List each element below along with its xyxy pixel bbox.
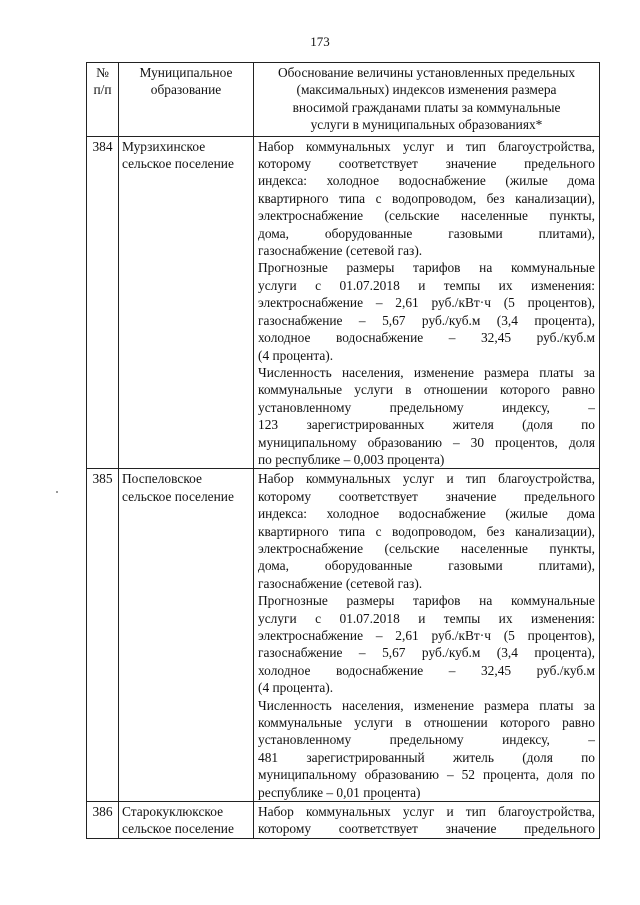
justification-line: индекса: холодное водоснабжение (жилые дома	[258, 506, 595, 522]
header-justification-line: вносимой гражданами платы за коммунальные	[292, 99, 561, 115]
justification-text	[254, 136, 600, 469]
justification-text	[254, 802, 600, 839]
municipality-name	[119, 802, 254, 839]
justification-line: электроснабжение – 2,61 руб./кВт·ч (5 процентов),	[258, 628, 595, 643]
header-municipality	[119, 63, 254, 137]
municipality-line: Поспеловское	[122, 471, 202, 487]
justification-line: газоснабжение – 5,67 руб./куб.м (3,4 процента),	[258, 645, 595, 661]
header-justification-line: услуги в муниципальных образованиях*	[310, 117, 543, 133]
row-number: 386	[87, 802, 119, 839]
municipality-line: сельское поселение	[122, 156, 234, 172]
justification-line: Набор коммунальных услуг и тип благоустройства,	[258, 804, 595, 820]
justification-line: установленному предельному индексу, –	[258, 732, 595, 748]
justification-line: квартирного типа с водопроводом, без канализации),	[258, 523, 595, 539]
municipality-name	[119, 136, 254, 469]
municipality-line: сельское поселение	[122, 821, 234, 837]
municipality-line: Старокуклюкское	[122, 804, 224, 820]
justification-line: газоснабжение (сетевой газ).	[258, 575, 423, 591]
justification-line: индекса: холодное водоснабжение (жилые дома	[258, 173, 595, 189]
justification-line: Набор коммунальных услуг и тип благоустройства,	[258, 471, 595, 487]
table-row	[87, 802, 600, 839]
tariff-index-table	[86, 62, 600, 839]
justification-line: газоснабжение – 5,67 руб./куб.м (3,4 процента),	[258, 312, 595, 328]
margin-mark	[56, 491, 58, 493]
justification-line: коммунальные услуги в отношении которого равно	[258, 382, 595, 398]
table-row	[87, 469, 600, 802]
justification-line: 481 зарегистрированный житель (доля по	[258, 749, 595, 765]
justification-line: которому соответствует значение предельного	[258, 488, 595, 504]
justification-line: Численность населения, изменение размера платы за	[258, 697, 595, 713]
justification-line: республике – 0,01 процента)	[258, 784, 421, 800]
justification-line: (4 процента).	[258, 680, 334, 696]
justification-line: газоснабжение (сетевой газ).	[258, 243, 423, 259]
justification-line: Прогнозные размеры тарифов на коммунальные	[258, 593, 595, 609]
justification-line: электроснабжение (сельские населенные пункты,	[258, 208, 595, 224]
justification-line: коммунальные услуги в отношении которого равно	[258, 715, 595, 731]
page-number: 173	[310, 34, 330, 49]
table-header-row	[87, 63, 600, 137]
row-number: 385	[87, 469, 119, 802]
municipality-name	[119, 469, 254, 802]
header-municipality-line: образование	[150, 82, 222, 98]
justification-line: холодное водоснабжение – 32,45 руб./куб.м	[258, 662, 595, 678]
justification-line: Численность населения, изменение размера платы за	[258, 364, 595, 380]
justification-line: установленному предельному индексу, –	[258, 399, 595, 415]
justification-line: которому соответствует значение предельного	[258, 156, 595, 172]
justification-text	[254, 469, 600, 802]
justification-line: квартирного типа с водопроводом, без канализации),	[258, 190, 595, 206]
justification-line: холодное водоснабжение – 32,45 руб./куб.м	[258, 330, 595, 346]
municipality-line: Мурзихинское	[122, 138, 206, 154]
justification-line: услуги с 01.07.2018 и темпы их изменения:	[258, 277, 595, 293]
header-number-line: №	[96, 65, 109, 80]
header-justification-line: (максимальных) индексов изменения размера	[296, 82, 557, 98]
header-number-line: п/п	[93, 82, 112, 98]
justification-line: по республике – 0,003 процента)	[258, 451, 445, 467]
justification-line: дома, оборудованные газовыми плитами),	[258, 225, 595, 241]
justification-line: муниципальному образованию – 30 процентов, доля	[258, 434, 595, 450]
justification-line: дома, оборудованные газовыми плитами),	[258, 558, 595, 574]
justification-line: Набор коммунальных услуг и тип благоустройства,	[258, 138, 595, 154]
justification-line: (4 процента).	[258, 347, 334, 363]
justification-line: электроснабжение – 2,61 руб./кВт·ч (5 процентов),	[258, 295, 595, 311]
municipality-line: сельское поселение	[122, 488, 234, 504]
justification-line: услуги с 01.07.2018 и темпы их изменения:	[258, 610, 595, 626]
justification-line: Прогнозные размеры тарифов на коммунальные	[258, 260, 595, 276]
justification-line: электроснабжение (сельские населенные пункты,	[258, 540, 595, 556]
justification-line: муниципальному образованию – 52 процента, доля по	[258, 767, 595, 783]
header-municipality-line: Муниципальное	[139, 65, 233, 80]
header-justification	[254, 63, 600, 137]
header-number	[87, 63, 119, 137]
table-row	[87, 136, 600, 469]
justification-line: которому соответствует значение предельного	[258, 821, 595, 837]
header-justification-line: Обоснование величины установленных предельных	[277, 65, 576, 80]
justification-line: 123 зарегистрированных жителя (доля по	[258, 417, 595, 433]
row-number: 384	[87, 136, 119, 469]
